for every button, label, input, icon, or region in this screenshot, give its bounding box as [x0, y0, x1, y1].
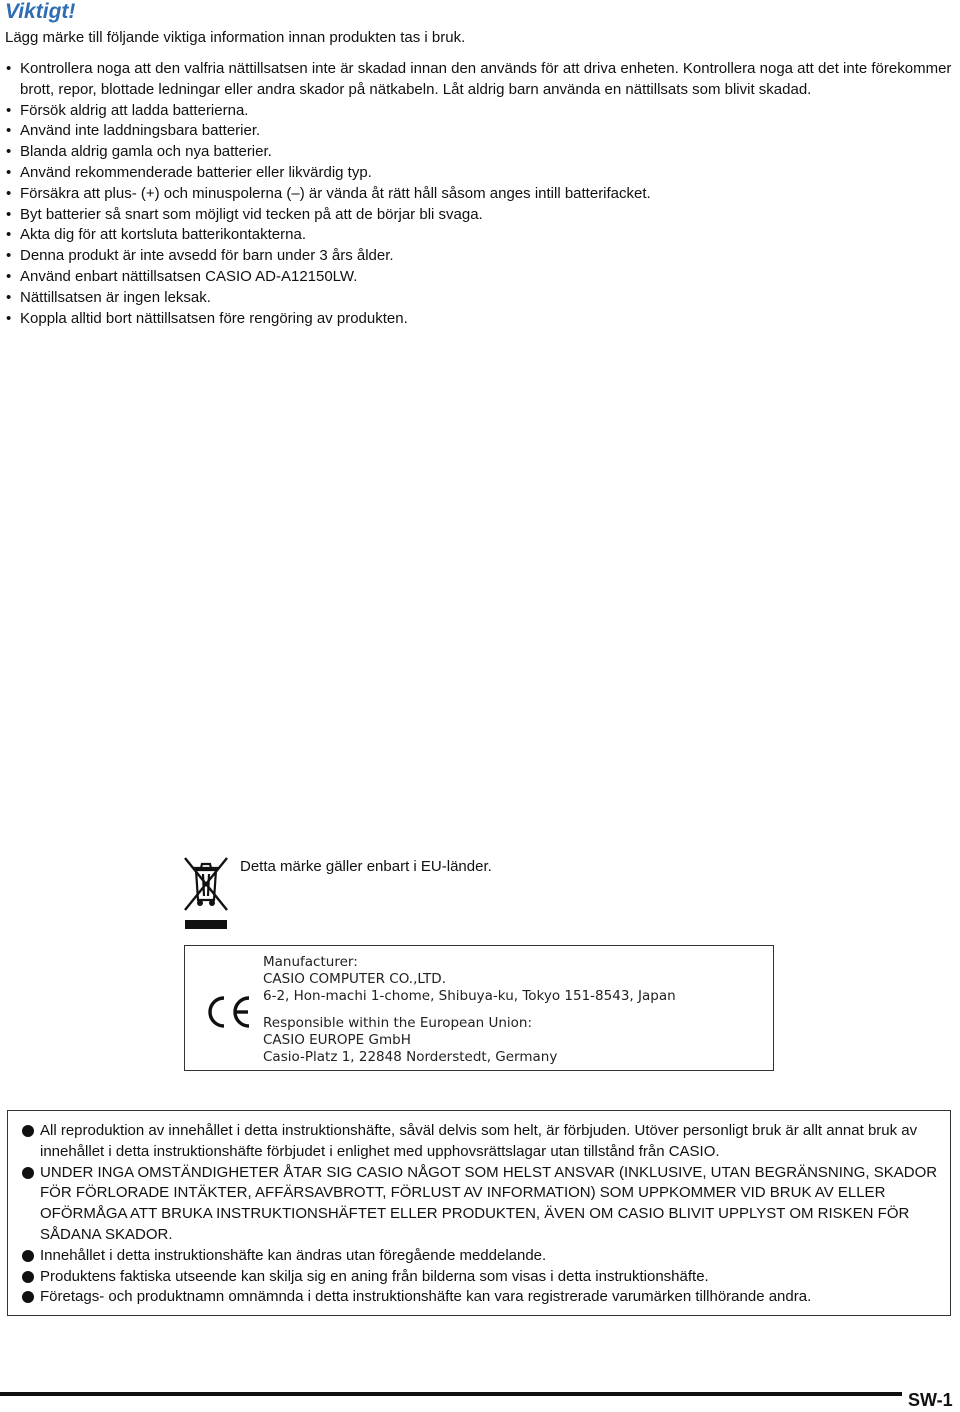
list-item [22, 1267, 942, 1288]
manufacturer-company: CASIO COMPUTER CO.,LTD. [263, 971, 446, 987]
list-item [4, 225, 954, 246]
list-item [4, 184, 954, 205]
bullet-icon: • [6, 205, 12, 223]
warning-text: Blanda aldrig gamla och nya batterier. [20, 143, 272, 161]
warning-text: Försäkra att plus- (+) och minuspolerna (–) är vända åt rätt håll såsom anges intill batterifacket. [20, 184, 651, 202]
warning-text: Använd rekommenderade batterier eller likvärdig typ. [20, 163, 372, 181]
intro-text: Lägg märke till följande viktiga information innan produkten tas i bruk. [5, 29, 466, 46]
list-item [4, 309, 954, 330]
list-item [4, 59, 954, 101]
eu-representative-address: Casio-Platz 1, 22848 Norderstedt, Germany [263, 1049, 558, 1065]
bullet-icon [22, 1250, 34, 1262]
list-item [4, 267, 954, 288]
list-item [4, 121, 954, 142]
warning-text: Akta dig för att kortsluta batterikontakterna. [20, 226, 306, 244]
list-item [22, 1163, 942, 1246]
bullet-icon: • [6, 143, 12, 161]
bullet-icon: • [6, 184, 12, 202]
crossed-out-wheelie-bin-icon [183, 856, 229, 932]
page-title: Viktigt! [5, 0, 76, 23]
legal-text: Produktens faktiska utseende kan skilja sig en aning från bilderna som visas i detta instruktionshäfte. [40, 1267, 709, 1285]
legal-notice-box [7, 1110, 951, 1316]
warning-text: Använd inte laddningsbara batterier. [20, 122, 261, 140]
list-item [4, 163, 954, 184]
bullet-icon [22, 1271, 34, 1283]
legal-text: Innehållet i detta instruktionshäfte kan ändras utan föregående meddelande. [40, 1246, 547, 1264]
manufacturer-info [263, 954, 676, 1066]
list-item [4, 205, 954, 226]
bullet-icon: • [6, 122, 12, 140]
list-item [4, 246, 954, 267]
list-item [22, 1287, 942, 1308]
warning-text: Denna produkt är inte avsedd för barn under 3 års ålder. [20, 247, 394, 265]
eu-note: Detta märke gäller enbart i EU-länder. [240, 858, 492, 875]
bullet-icon: • [6, 101, 12, 119]
bullet-icon: • [6, 226, 12, 244]
bullet-icon: • [6, 163, 12, 181]
manufacturer-label: Manufacturer: [263, 954, 358, 970]
ce-mark-icon [205, 994, 253, 1030]
legal-list [22, 1121, 942, 1308]
page-number: SW-1 [908, 1390, 953, 1410]
warning-text: Nättillsatsen är ingen leksak. [20, 288, 211, 306]
legal-text: All reproduktion av innehållet i detta instruktionshäfte, såväl delvis som helt, är förbjuden. Utöver personligt bruk är allt annat bruk av innehållet i detta instruktionshäfte förbjudet i enlighet med upphovsrättslagar utan tillstånd från CASIO. [40, 1122, 918, 1160]
eu-representative-company: CASIO EUROPE GmbH [263, 1032, 411, 1048]
bullet-icon: • [6, 288, 12, 306]
bullet-icon [22, 1291, 34, 1303]
manufacturer-address: 6-2, Hon-machi 1-chome, Shibuya-ku, Tokyo 151-8543, Japan [263, 988, 676, 1004]
warning-text: Försök aldrig att ladda batterierna. [20, 101, 249, 119]
bullet-icon [22, 1125, 34, 1137]
warning-text: Koppla alltid bort nättillsatsen före rengöring av produkten. [20, 309, 408, 327]
bullet-icon: • [6, 267, 12, 285]
list-item [22, 1246, 942, 1267]
legal-text: UNDER INGA OMSTÄNDIGHETER ÅTAR SIG CASIO NÅGOT SOM HELST ANSVAR (INKLUSIVE, UTAN BEGRÄNSNING, SKADOR FÖR FÖRLORADE INTÄKTER, AFFÄRSAVBROTT, FÖRLUST AV INFORMATION) SOM UPPKOMMER VID BRUK AV ELLER OFÖRMÅGA ATT BRUKA INSTRUKTIONSHÄFTET ELLER PRODUKTEN, ÄVEN OM CASIO BLIVIT UPPLYST OM RISKEN FÖR SÅDANA SKADOR. [40, 1163, 938, 1243]
bullet-icon: • [6, 247, 12, 265]
footer-rule [0, 1392, 902, 1396]
legal-text: Företags- och produktnamn omnämnda i detta instruktionshäfte kan vara registrerade varumärken tillhörande andra. [40, 1288, 812, 1306]
list-item [4, 288, 954, 309]
list-item [22, 1121, 942, 1163]
warning-text: Använd enbart nättillsatsen CASIO AD-A12150LW. [20, 267, 358, 285]
warning-list [4, 59, 954, 329]
list-item [4, 101, 954, 122]
warning-text: Kontrollera noga att den valfria nättillsatsen inte är skadad innan den används för att driva enheten. Kontrollera noga att det inte förekommer brott, repor, blottade ledningar eller andra skador på nätkabeln. Låt aldrig barn använda en nättillsats som blivit skadad. [20, 60, 952, 98]
bullet-icon: • [6, 60, 12, 77]
bullet-icon [22, 1167, 34, 1179]
eu-representative-label: Responsible within the European Union: [263, 1015, 533, 1031]
list-item [4, 142, 954, 163]
manufacturer-box [184, 945, 774, 1071]
warning-text: Byt batterier så snart som möjligt vid tecken på att de börjar bli svaga. [20, 205, 483, 223]
bullet-icon: • [6, 309, 12, 327]
